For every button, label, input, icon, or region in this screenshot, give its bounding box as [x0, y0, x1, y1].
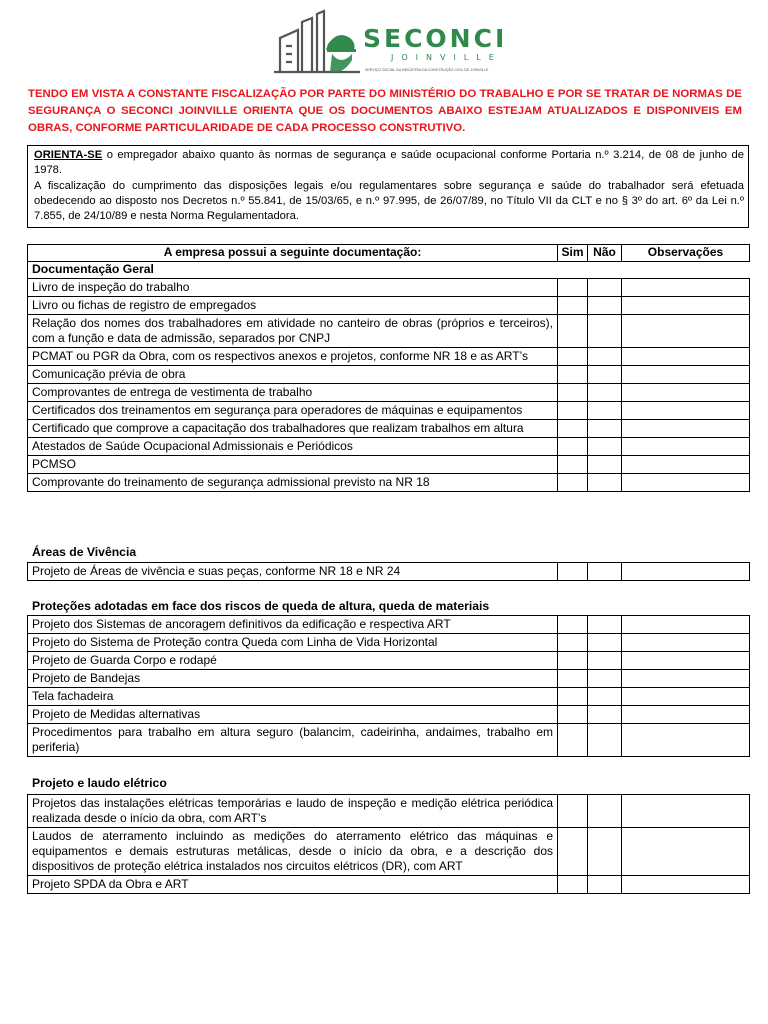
sim-checkbox-cell[interactable]	[558, 828, 588, 876]
nao-checkbox-cell[interactable]	[588, 634, 622, 652]
checklist-item-text: Certificados dos treinamentos em segurança para operadores de máquinas e equipamentos	[28, 402, 558, 420]
table-row	[28, 795, 750, 828]
observacoes-cell[interactable]	[622, 634, 750, 652]
nao-checkbox-cell[interactable]	[588, 348, 622, 366]
observacoes-cell[interactable]	[622, 384, 750, 402]
observacoes-cell[interactable]	[622, 366, 750, 384]
checklist-item-text: Projeto de Guarda Corpo e rodapé	[28, 652, 558, 670]
table-row	[28, 438, 750, 456]
observacoes-cell[interactable]	[622, 438, 750, 456]
nao-checkbox-cell[interactable]	[588, 795, 622, 828]
sim-checkbox-cell[interactable]	[558, 315, 588, 348]
table-row	[28, 652, 750, 670]
nao-checkbox-cell[interactable]	[588, 420, 622, 438]
checklist-item-text: Livro de inspeção do trabalho	[28, 279, 558, 297]
observacoes-cell[interactable]	[622, 706, 750, 724]
checklist-item-text: Projeto do Sistema de Proteção contra Queda com Linha de Vida Horizontal	[28, 634, 558, 652]
sim-checkbox-cell[interactable]	[558, 279, 588, 297]
checklist-item-text: Comprovantes de entrega de vestimenta de trabalho	[28, 384, 558, 402]
nao-checkbox-cell[interactable]	[588, 670, 622, 688]
checklist-item-text: PCMAT ou PGR da Obra, com os respectivos anexos e projetos, conforme NR 18 e as ART’s	[28, 348, 558, 366]
section-title-living-areas: Áreas de Vivência	[32, 545, 137, 559]
sim-checkbox-cell[interactable]	[558, 634, 588, 652]
orientation-text-2: A fiscalização do cumprimento das disposições legais e/ou regulamentares sobre segurança e saúde do trabalhador será efetuada obedecendo ao disposto nos Decretos n.º 55.841, de 15/03/65, e n.º 97.995, de 26/07/89, no Título VII da CLT e no § 3º do art. 6º da Lei n.º 7.855, de 24/10/89 e nesta Norma Regulamentadora.	[34, 179, 744, 223]
checklist-table-general	[27, 244, 750, 492]
electrical-items	[28, 795, 750, 894]
checklist-item-text: Procedimentos para trabalho em altura seguro (balancim, cadeirinha, andaimes, trabalho em periferia)	[28, 724, 558, 757]
checklist-table-fall-protection	[27, 615, 750, 757]
table-row	[28, 420, 750, 438]
checklist-item-text: Comprovante do treinamento de segurança admissional previsto na NR 18	[28, 474, 558, 492]
observacoes-cell[interactable]	[622, 652, 750, 670]
observacoes-cell[interactable]	[622, 828, 750, 876]
sim-checkbox-cell[interactable]	[558, 384, 588, 402]
checklist-table-living-areas	[27, 562, 750, 581]
table-row	[28, 706, 750, 724]
sim-checkbox-cell[interactable]	[558, 652, 588, 670]
checklist-item-text: Projetos das instalações elétricas temporárias e laudo de inspeção e medição elétrica periódica realizada desde o início da obra, com ART’s	[28, 795, 558, 828]
checklist-item-text: Laudos de aterramento incluindo as medições do aterramento elétrico das máquinas e equipamentos e demais estruturas metálicas, desde o início da obra, e a descrição dos dispositivos de proteção elétrica instalados nos circuitos elétricos (DR), com ART	[28, 828, 558, 876]
table-row	[28, 876, 750, 894]
inspection-notice: TENDO EM VISTA A CONSTANTE FISCALIZAÇÃO POR PARTE DO MINISTÉRIO DO TRABALHO E POR SE TRATAR DE NORMAS DE SEGURANÇA O SECONCI JOINVILLE ORIENTA QUE OS DOCUMENTOS ABAIXO ESTEJAM ATUALIZADOS E DISPONIVEIS EM OBRAS, CONFORME PARTICULARIDADE DE CADA PROCESSO CONSTRUTIVO.	[28, 88, 742, 134]
nao-checkbox-cell[interactable]	[588, 616, 622, 634]
living-area-items	[28, 563, 750, 581]
observacoes-cell[interactable]	[622, 456, 750, 474]
building-worker-icon	[272, 8, 364, 76]
table-row	[28, 670, 750, 688]
nao-checkbox-cell[interactable]	[588, 438, 622, 456]
checklist-item-text: Certificado que comprove a capacitação dos trabalhadores que realizam trabalhos em altura	[28, 420, 558, 438]
brand-tagline: SERVIÇO SOCIAL DA INDÚSTRIA DA CONSTRUÇÃO CIVIL DE JOINVILLE	[365, 68, 489, 72]
table-row	[28, 474, 750, 492]
table-row	[28, 456, 750, 474]
nao-checkbox-cell[interactable]	[588, 706, 622, 724]
table-row	[28, 634, 750, 652]
table-header-row	[28, 245, 750, 262]
observacoes-cell[interactable]	[622, 795, 750, 828]
sim-checkbox-cell[interactable]	[558, 420, 588, 438]
checklist-table-electrical	[27, 794, 750, 894]
nao-checkbox-cell[interactable]	[588, 563, 622, 581]
sim-checkbox-cell[interactable]	[558, 474, 588, 492]
table-row	[28, 384, 750, 402]
checklist-item-text: Relação dos nomes dos trabalhadores em atividade no canteiro de obras (próprios e terceiros), com a função e data de admissão, separados por CNPJ	[28, 315, 558, 348]
observacoes-cell[interactable]	[622, 279, 750, 297]
sim-checkbox-cell[interactable]	[558, 402, 588, 420]
nao-checkbox-cell[interactable]	[588, 366, 622, 384]
table-row	[28, 297, 750, 315]
sim-checkbox-cell[interactable]	[558, 563, 588, 581]
sim-checkbox-cell[interactable]	[558, 456, 588, 474]
sim-checkbox-cell[interactable]	[558, 366, 588, 384]
table-row	[28, 724, 750, 757]
checklist-item-text: Projeto de Medidas alternativas	[28, 706, 558, 724]
observacoes-cell[interactable]	[622, 420, 750, 438]
nao-checkbox-cell[interactable]	[588, 297, 622, 315]
table-row	[28, 366, 750, 384]
table-row	[28, 315, 750, 348]
brand-city: JOINVILLE	[391, 53, 502, 62]
table-row	[28, 688, 750, 706]
checklist-item-text: PCMSO	[28, 456, 558, 474]
checklist-item-text: Projeto SPDA da Obra e ART	[28, 876, 558, 894]
nao-checkbox-cell[interactable]	[588, 652, 622, 670]
orientation-box	[27, 145, 749, 228]
observacoes-cell[interactable]	[622, 474, 750, 492]
table-row	[28, 828, 750, 876]
header-sim: Sim	[558, 245, 588, 262]
nao-checkbox-cell[interactable]	[588, 402, 622, 420]
observacoes-cell[interactable]	[622, 297, 750, 315]
nao-checkbox-cell[interactable]	[588, 688, 622, 706]
checklist-item-text: Projeto de Bandejas	[28, 670, 558, 688]
sim-checkbox-cell[interactable]	[558, 616, 588, 634]
table-row	[28, 616, 750, 634]
checklist-item-text: Comunicação prévia de obra	[28, 366, 558, 384]
observacoes-cell[interactable]	[622, 616, 750, 634]
section-title-electrical: Projeto e laudo elétrico	[32, 776, 167, 790]
observacoes-cell[interactable]	[622, 402, 750, 420]
sim-checkbox-cell[interactable]	[558, 438, 588, 456]
nao-checkbox-cell[interactable]	[588, 279, 622, 297]
observacoes-cell[interactable]	[622, 876, 750, 894]
table-row	[28, 348, 750, 366]
sim-checkbox-cell[interactable]	[558, 297, 588, 315]
seconci-logo	[272, 8, 512, 76]
table-row	[28, 402, 750, 420]
nao-checkbox-cell[interactable]	[588, 474, 622, 492]
nao-checkbox-cell[interactable]	[588, 384, 622, 402]
general-items	[28, 262, 750, 492]
section-title-fall-protection: Proteções adotadas em face dos riscos de queda de altura, queda de materiais	[32, 599, 490, 613]
fall-protection-items	[28, 616, 750, 757]
observacoes-cell[interactable]	[622, 724, 750, 757]
sim-checkbox-cell[interactable]	[558, 724, 588, 757]
checklist-item-text: Livro ou fichas de registro de empregados	[28, 297, 558, 315]
header-documentation: A empresa possui a seguinte documentação:	[28, 245, 558, 262]
table-row	[28, 563, 750, 581]
sim-checkbox-cell[interactable]	[558, 876, 588, 894]
sim-checkbox-cell[interactable]	[558, 348, 588, 366]
observacoes-cell[interactable]	[622, 688, 750, 706]
sim-checkbox-cell[interactable]	[558, 670, 588, 688]
nao-checkbox-cell[interactable]	[588, 315, 622, 348]
sim-checkbox-cell[interactable]	[558, 688, 588, 706]
brand-name: SECONCI	[363, 24, 508, 53]
nao-checkbox-cell[interactable]	[588, 828, 622, 876]
observacoes-cell[interactable]	[622, 670, 750, 688]
header-nao: Não	[588, 245, 622, 262]
checklist-item-text: Tela fachadeira	[28, 688, 558, 706]
orientation-lead: ORIENTA-SE	[34, 149, 103, 161]
checklist-item-text: Atestados de Saúde Ocupacional Admissionais e Periódicos	[28, 438, 558, 456]
observacoes-cell[interactable]	[622, 348, 750, 366]
observacoes-cell[interactable]	[622, 315, 750, 348]
orientation-paragraph-1	[34, 148, 744, 179]
nao-checkbox-cell[interactable]	[588, 876, 622, 894]
table-row	[28, 279, 750, 297]
header-observacoes: Observações	[622, 245, 750, 262]
checklist-item-text: Projeto dos Sistemas de ancoragem definitivos da edificação e respectiva ART	[28, 616, 558, 634]
nao-checkbox-cell[interactable]	[588, 456, 622, 474]
nao-checkbox-cell[interactable]	[588, 724, 622, 757]
section-title-general: Documentação Geral	[32, 262, 154, 276]
sim-checkbox-cell[interactable]	[558, 706, 588, 724]
checklist-item-text: Projeto de Áreas de vivência e suas peças, conforme NR 18 e NR 24	[28, 563, 558, 581]
observacoes-cell[interactable]	[622, 563, 750, 581]
orientation-text-1: o empregador abaixo quanto às normas de segurança e saúde ocupacional conforme Portaria n.º 3.214, de 08 de junho de 1978.	[34, 149, 744, 177]
sim-checkbox-cell[interactable]	[558, 795, 588, 828]
